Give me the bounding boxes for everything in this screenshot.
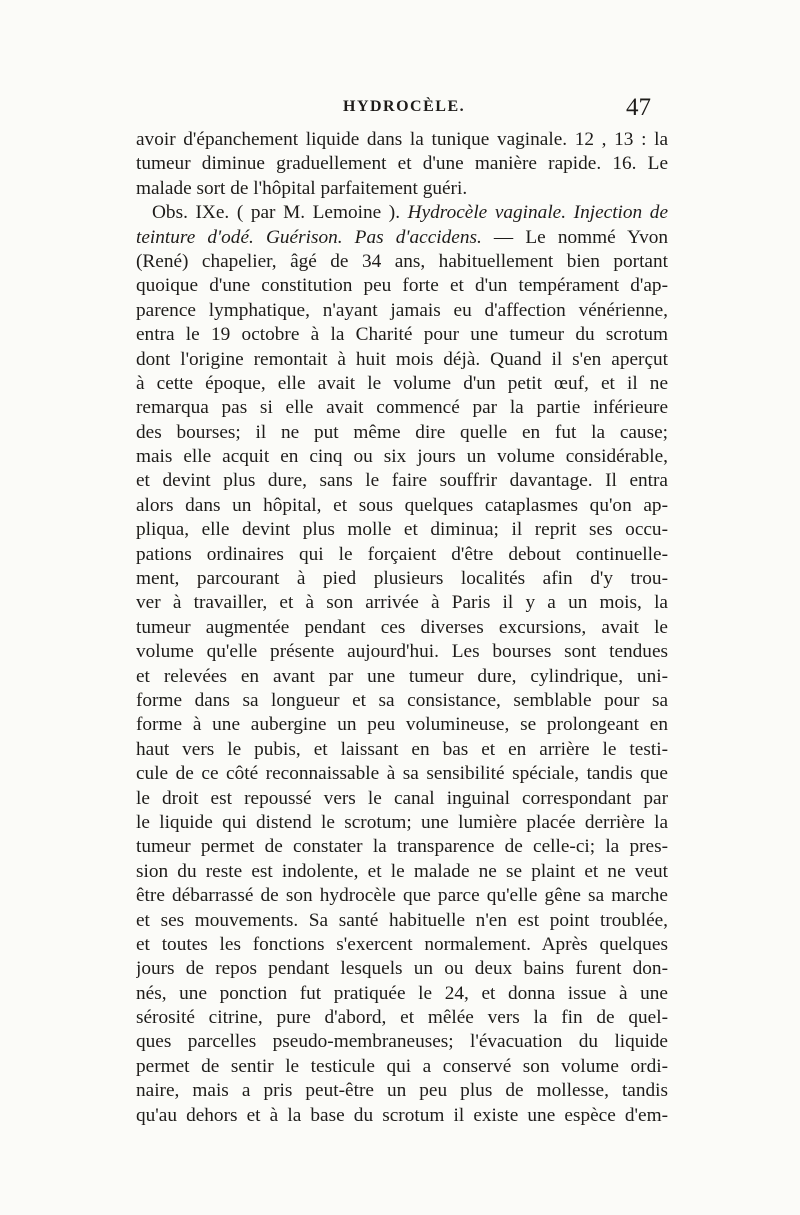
- text-line: et relevées en avant par une tumeur dure, cylindrique, uni-: [136, 665, 668, 687]
- text-line: tumeur augmentée pendant ces diverses excursions, avait le: [136, 616, 668, 638]
- page-number: 47: [626, 94, 651, 121]
- text-line: dont l'origine remontait à huit mois déjà. Quand il s'en aperçut: [136, 348, 668, 370]
- text-line: alors dans un hôpital, et sous quelques cataplasmes qu'on ap-: [136, 494, 668, 516]
- text-line: ment, parcourant à pied plusieurs localités afin d'y trou-: [136, 568, 668, 590]
- text-line: et toutes les fonctions s'exercent normalement. Après quelques: [136, 933, 668, 955]
- text-line: des bourses; il ne put même dire quelle en fut la cause;: [136, 421, 668, 443]
- observation-title: Hydrocèle vaginale. Injection de: [407, 202, 668, 224]
- text-line: (René) chapelier, âgé de 34 ans, habituellement bien portant: [136, 250, 668, 272]
- text-line: sion du reste est indolente, et le malade ne se plaint et ne veut: [136, 860, 668, 882]
- text-line: nés, une ponction fut pratiquée le 24, et donna issue à une: [136, 982, 668, 1004]
- text-line: haut vers le pubis, et laissant en bas et en arrière le testi-: [136, 738, 668, 760]
- text-line: et ses mouvements. Sa santé habituelle n'en est point troublée,: [136, 909, 668, 931]
- observation-heading-line: [136, 226, 668, 250]
- text-line: pations ordinaires qui le forçaient d'être debout continuelle-: [136, 543, 668, 565]
- text-line: ques parcelles pseudo-membraneuses; l'évacuation du liquide: [136, 1031, 668, 1053]
- observation-heading-line: [136, 201, 668, 225]
- text-line: entra le 19 octobre à la Charité pour une tumeur du scrotum: [136, 324, 668, 346]
- text-line: remarqua pas si elle avait commencé par la partie inférieure: [136, 397, 668, 419]
- text-line: malade sort de l'hôpital parfaitement guéri.: [136, 177, 468, 199]
- text-line: — Le nommé Yvon: [481, 226, 668, 248]
- text-line: permet de sentir le testicule qui a conservé son volume ordi-: [136, 1055, 668, 1077]
- text-line: à cette époque, elle avait le volume d'un petit œuf, et il ne: [136, 372, 668, 394]
- text-line: quoique d'une constitution peu forte et d'un tempérament d'ap-: [136, 275, 668, 297]
- text-line: le droit est repoussé vers le canal inguinal correspondant par: [136, 787, 668, 809]
- text-line: volume qu'elle présente aujourd'hui. Les bourses sont tendues: [136, 641, 668, 663]
- text-line: mais elle acquit en cinq ou six jours un volume considérable,: [136, 446, 668, 468]
- text-line: le liquide qui distend le scrotum; une lumière placée derrière la: [136, 811, 668, 833]
- observation-label: Obs. IXe. ( par M. Lemoine ).: [152, 202, 408, 224]
- text-line: parence lymphatique, n'ayant jamais eu d'affection vénérienne,: [136, 299, 668, 321]
- text-line: avoir d'épanchement liquide dans la tunique vaginale. 12 , 13 : la: [136, 129, 668, 150]
- text-line: être débarrassé de son hydrocèle que parce qu'elle gêne sa marche: [136, 885, 668, 907]
- text-line: ver à travailler, et à son arrivée à Paris il y a un mois, la: [136, 592, 668, 614]
- running-title: HYDROCÈLE.: [343, 98, 466, 115]
- text-line: jours de repos pendant lesquels un ou deux bains furent don-: [136, 958, 668, 980]
- observation-title: teinture d'odé. Guérison. Pas d'accidens.: [136, 226, 482, 248]
- text-line: tumeur permet de constater la transparence de celle-ci; la pres-: [136, 836, 668, 858]
- text-line: sérosité citrine, pure d'abord, et mêlée vers la fin de quel-: [136, 1007, 668, 1029]
- text-line: forme à une aubergine un peu volumineuse, se prolongeant en: [136, 714, 668, 736]
- text-block: [136, 128, 668, 1128]
- text-line: naire, mais a pris peut-être un peu plus de mollesse, tandis: [136, 1080, 668, 1102]
- text-line: pliqua, elle devint plus molle et diminua; il reprit ses occu-: [136, 519, 668, 541]
- running-head: [0, 94, 800, 124]
- text-line: forme dans sa longueur et sa consistance, semblable pour sa: [136, 689, 668, 711]
- text-line: et devint plus dure, sans le faire souffrir davantage. Il entra: [136, 470, 668, 492]
- text-line: tumeur diminue graduellement et d'une manière rapide. 16. Le: [136, 153, 668, 175]
- text-line: qu'au dehors et à la base du scrotum il existe une espèce d'em-: [136, 1104, 668, 1126]
- text-line: cule de ce côté reconnaissable à sa sensibilité spéciale, tandis que: [136, 763, 668, 785]
